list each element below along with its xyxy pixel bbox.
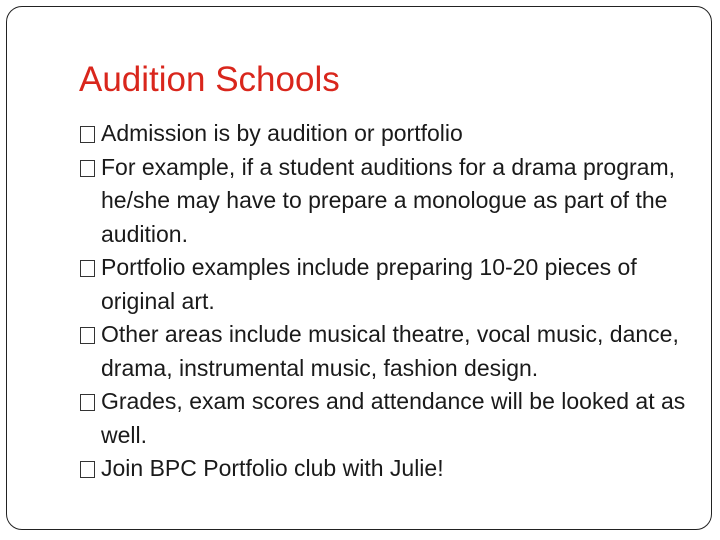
- list-item: [80, 151, 700, 252]
- bullet-box-icon: [80, 327, 95, 344]
- bullet-box-icon: [80, 160, 95, 177]
- list-item: [80, 452, 700, 486]
- bullet-box-icon: [80, 461, 95, 478]
- bullet-box-icon: [80, 126, 95, 143]
- bullet-list: [80, 117, 700, 486]
- list-item: [80, 318, 700, 385]
- list-item: [80, 385, 700, 452]
- list-item: [80, 117, 700, 151]
- bullet-text: Admission is by audition or portfolio: [101, 120, 463, 146]
- bullet-box-icon: [80, 394, 95, 411]
- bullet-text: Grades, exam scores and attendance will be looked at as well.: [101, 388, 686, 448]
- bullet-text: Portfolio examples include preparing 10-20 pieces of original art.: [101, 254, 637, 314]
- bullet-text: For example, if a student auditions for a drama program, he/she may have to prepare a monologue as part of the audition.: [101, 153, 676, 247]
- slide-title: Audition Schools: [79, 60, 340, 99]
- list-item: [80, 251, 700, 318]
- bullet-box-icon: [80, 260, 95, 277]
- bullet-text: Join BPC Portfolio club with Julie!: [101, 455, 444, 481]
- bullet-text: Other areas include musical theatre, vocal music, dance, drama, instrumental music, fashion design.: [101, 321, 679, 381]
